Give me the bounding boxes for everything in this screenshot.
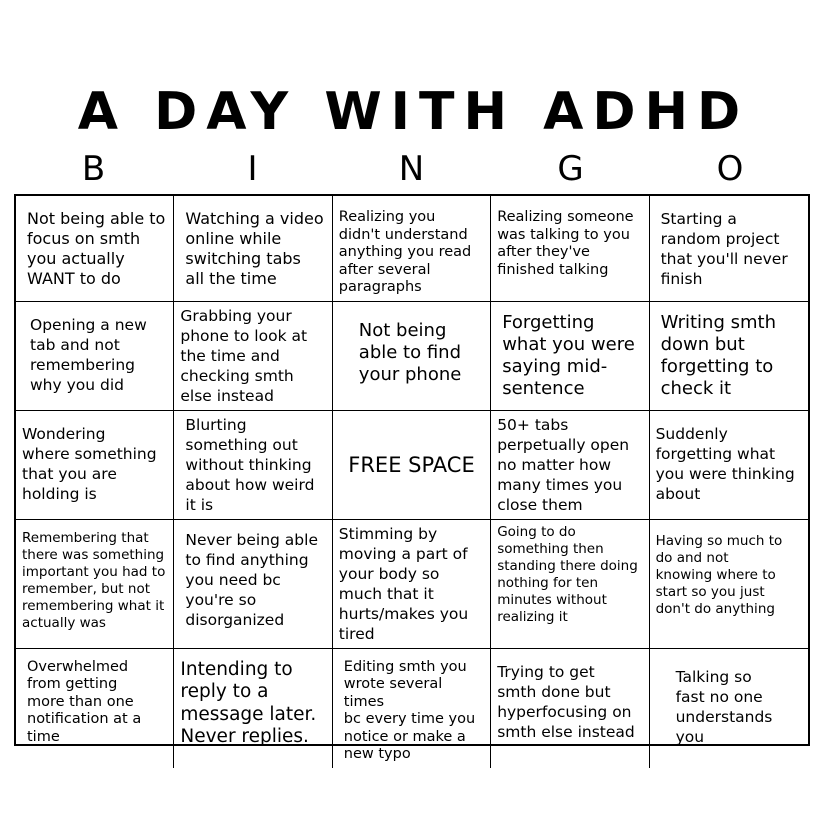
- bingo-cell: [491, 411, 649, 520]
- bingo-cell: [491, 520, 649, 649]
- page-title: A DAY WITH ADHD: [77, 82, 750, 142]
- bingo-cell: [650, 520, 808, 649]
- cell-text: Stimming by moving a part of your body so much that it hurts/makes you tired: [338, 524, 469, 643]
- cell-text: Editing smth you wrote several times bc every time you notice or make a new typo: [343, 658, 476, 762]
- cell-text: Writing smth down but forgetting to check it: [660, 311, 776, 399]
- cell-text: Grabbing your phone to look at the time and checking smth else instead: [180, 306, 308, 405]
- free-space-label: FREE SPACE: [348, 452, 475, 477]
- cell-text: Talking so fast no one understands you: [675, 667, 773, 746]
- bingo-cell: [16, 302, 174, 411]
- cell-text: Remembering that there was something important you had to remember, but not remembering what it actually was: [22, 529, 166, 631]
- bingo-grid: [14, 194, 810, 762]
- bingo-cell: [174, 520, 332, 649]
- bingo-cell: [16, 411, 174, 520]
- cell-text: 50+ tabs perpetually open no matter how many times you close them: [497, 415, 630, 514]
- cell-text: Having so much to do and not knowing where to start so you just don't do anything: [655, 532, 783, 617]
- bingo-cell: [174, 196, 332, 302]
- bingo-cell: [650, 196, 808, 302]
- cell-text: Realizing someone was talking to you after they've finished talking: [497, 209, 634, 278]
- letter-o: O: [716, 149, 744, 189]
- bingo-cell: [16, 196, 174, 302]
- bingo-cell: [174, 302, 332, 411]
- cell-text: Watching a video online while switching tabs all the time: [185, 209, 324, 288]
- letter-b: B: [81, 149, 106, 189]
- cell-text: Wondering where something that you are holding is: [22, 424, 157, 503]
- cell-text: Trying to get smth done but hyperfocusing on smth else instead: [497, 662, 635, 741]
- cell-text: Forgetting what you were saying mid- sentence: [502, 311, 635, 399]
- bingo-cell: [16, 520, 174, 649]
- cell-text: Opening a new tab and not remembering why you did: [30, 315, 147, 394]
- bingo-letters-row: [14, 148, 810, 190]
- letter-i: I: [247, 149, 258, 189]
- bingo-cell: [333, 520, 491, 649]
- bingo-cell: [491, 649, 649, 768]
- cell-text: Suddenly forgetting what you were thinking about: [655, 424, 795, 503]
- bingo-cell: [174, 649, 332, 768]
- cell-text: Realizing you didn't understand anything you read after several paragraphs: [338, 209, 472, 295]
- bingo-cell: [16, 649, 174, 768]
- bingo-cell: [174, 411, 332, 520]
- bingo-cell: [491, 196, 649, 302]
- cell-text: Not being able to find your phone: [358, 319, 462, 385]
- bingo-cell: [333, 302, 491, 411]
- bingo-cell: [650, 302, 808, 411]
- bingo-cell: [491, 302, 649, 411]
- cell-text: Not being able to focus on smth you actually WANT to do: [27, 209, 166, 288]
- cell-text: Blurting something out without thinking about how weird it is: [185, 415, 315, 514]
- free-space-cell: [333, 411, 491, 520]
- cell-text: Never being able to find anything you need bc you're so disorganized: [185, 530, 318, 629]
- bingo-cell: [333, 196, 491, 302]
- cell-text: Starting a random project that you'll never finish: [660, 210, 788, 288]
- cell-text: Intending to reply to a message later. Never replies.: [180, 658, 317, 747]
- bingo-cell: [650, 649, 808, 768]
- letter-g: G: [557, 149, 584, 189]
- letter-n: N: [398, 149, 425, 189]
- bingo-cell: [650, 411, 808, 520]
- cell-text: Overwhelmed from getting more than one notification at a time: [27, 658, 142, 745]
- bingo-cell: [333, 649, 491, 768]
- cell-text: Going to do something then standing there doing nothing for ten minutes without realizing it: [497, 523, 638, 625]
